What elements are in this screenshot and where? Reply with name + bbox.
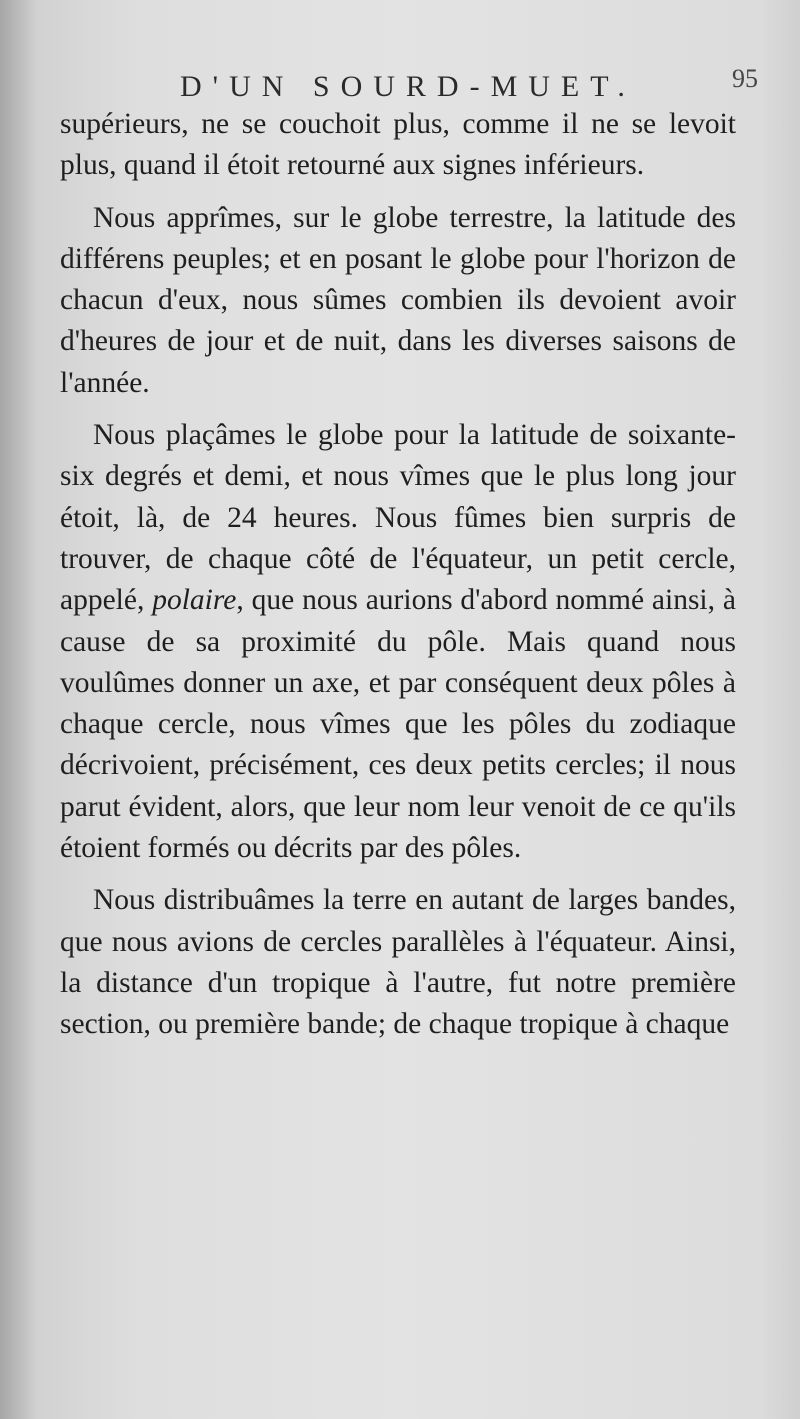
running-head: D'UN SOURD-MUET.	[180, 70, 636, 103]
body-text	[60, 104, 736, 1057]
paragraph-4: Nous distribuâmes la terre en autant de larges bandes, que nous avions de cercles parallèles à l'équateur. Ainsi, la distance d'un tropique à l'autre, fut notre première section, ou première bande; de chaque tropique à chaque	[60, 884, 736, 1041]
paragraph-2: Nous apprîmes, sur le globe terrestre, la latitude des différens peuples; et en posant le globe pour l'horizon de chacun d'eux, nous sûmes combien ils devoient avoir d'heures de jour et de nuit, dans les diverses saisons de l'année.	[60, 201, 736, 399]
paragraph-3: Nous plaçâmes le globe pour la latitude de soixante-six degrés et demi, et nous vîmes que le plus long jour étoit, là, de 24 heures. Nous fûmes bien surpris de trouver, de chaque côté de l'équateur, un petit cercle, appelé, polaire, que nous aurions d'abord nommé ainsi, à cause de sa proximité du pôle. Mais quand nous voulûmes donner un axe, et par conséquent deux pôles à chaque cercle, nous vîmes que les pôles du zodiaque décrivoient, précisément, ces deux petits cercles; il nous parut évident, alors, que leur nom leur venoit de ce qu'ils étoient formés ou décrits par des pôles.	[60, 419, 736, 865]
page-number: 95	[732, 64, 758, 93]
gutter-shadow	[0, 0, 36, 1419]
paragraph-1: supérieurs, ne se couchoit plus, comme il ne se levoit plus, quand il étoit retourné aux signes inférieurs.	[60, 108, 736, 182]
italic-term: polaire	[152, 584, 237, 617]
page-header	[60, 60, 760, 104]
